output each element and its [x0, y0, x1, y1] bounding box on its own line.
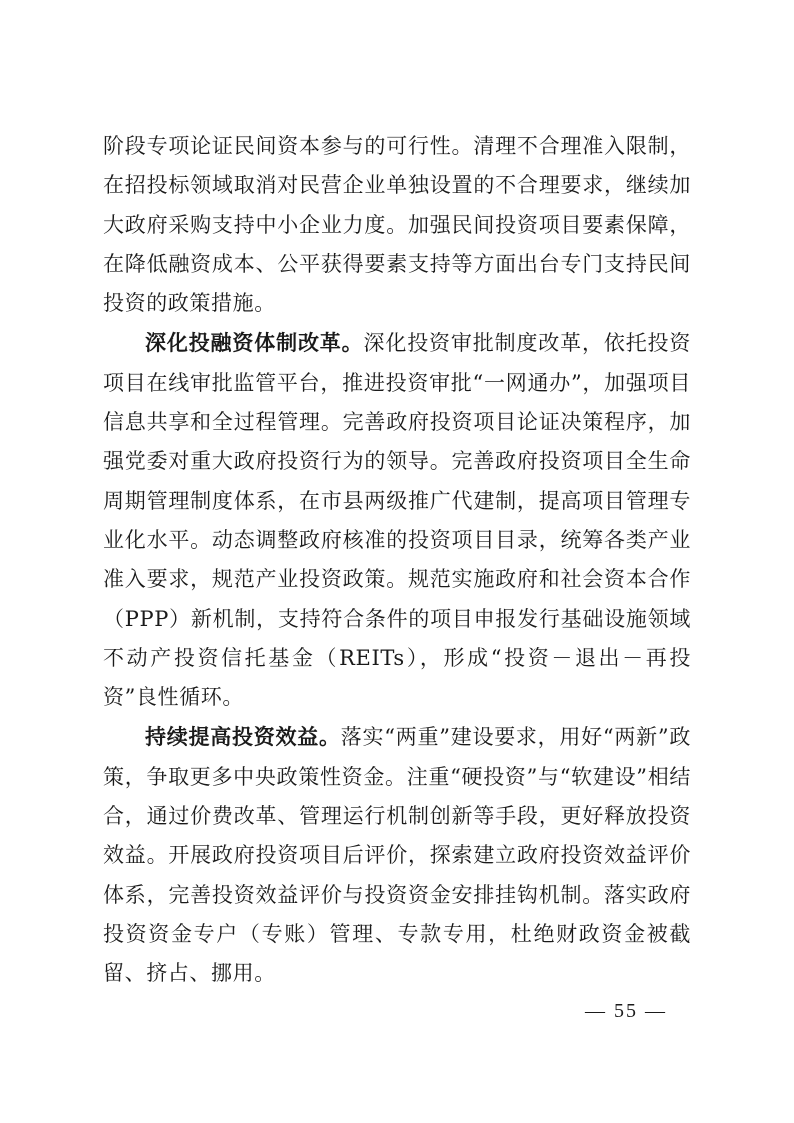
paragraph-investment-efficiency [103, 717, 691, 993]
page-number: — 55 — [585, 1000, 667, 1022]
paragraph-text: 深化投资审批制度改革，依托投资项目在线审批监管平台，推进投资审批“一网通办”，加强项目信息共享和全过程管理。完善政府投资项目论证决策程序，加强党委对重大政府投资行为的领导。完善政府投资项目全生命周期管理制度体系，在市县两级推广代建制，提高项目管理专业化水平。动态调整政府核准的投资项目目录，统筹各类产业准入要求，规范产业投资政策。规范实施政府和社会资本合作（PPP）新机制，支持符合条件的项目申报发行基础设施领域不动产投资信托基金（REITs），形成“投资－退出－再投资”良性循环。 [103, 331, 691, 710]
paragraph-text: 落实“两重”建设要求，用好“两新”政策，争取更多中央政策性资金。注重“硬投资”与“软建设”相结合，通过价费改革、管理运行机制创新等手段，更好释放投资效益。开展政府投资项目后评价，探索建立政府投资效益评价体系，完善投资效益评价与投资资金安排挂钩机制。落实政府投资资金专户（专账）管理、专款专用，杜绝财政资金被截留、挤占、挪用。 [103, 725, 691, 986]
paragraph-heading: 持续提高投资效益。 [145, 724, 341, 750]
document-body [103, 127, 691, 994]
paragraph-text: 阶段专项论证民间资本参与的可行性。清理不合理准入限制，在招投标领域取消对民营企业单独设置的不合理要求，继续加大政府采购支持中小企业力度。加强民间投资项目要素保障，在降低融资成本、公平获得要素支持等方面出台专门支持民间投资的政策措施。 [103, 134, 691, 316]
paragraph-heading: 深化投融资体制改革。 [145, 330, 364, 356]
paragraph-continuation [103, 127, 691, 323]
paragraph-investment-financing-reform [103, 323, 691, 717]
